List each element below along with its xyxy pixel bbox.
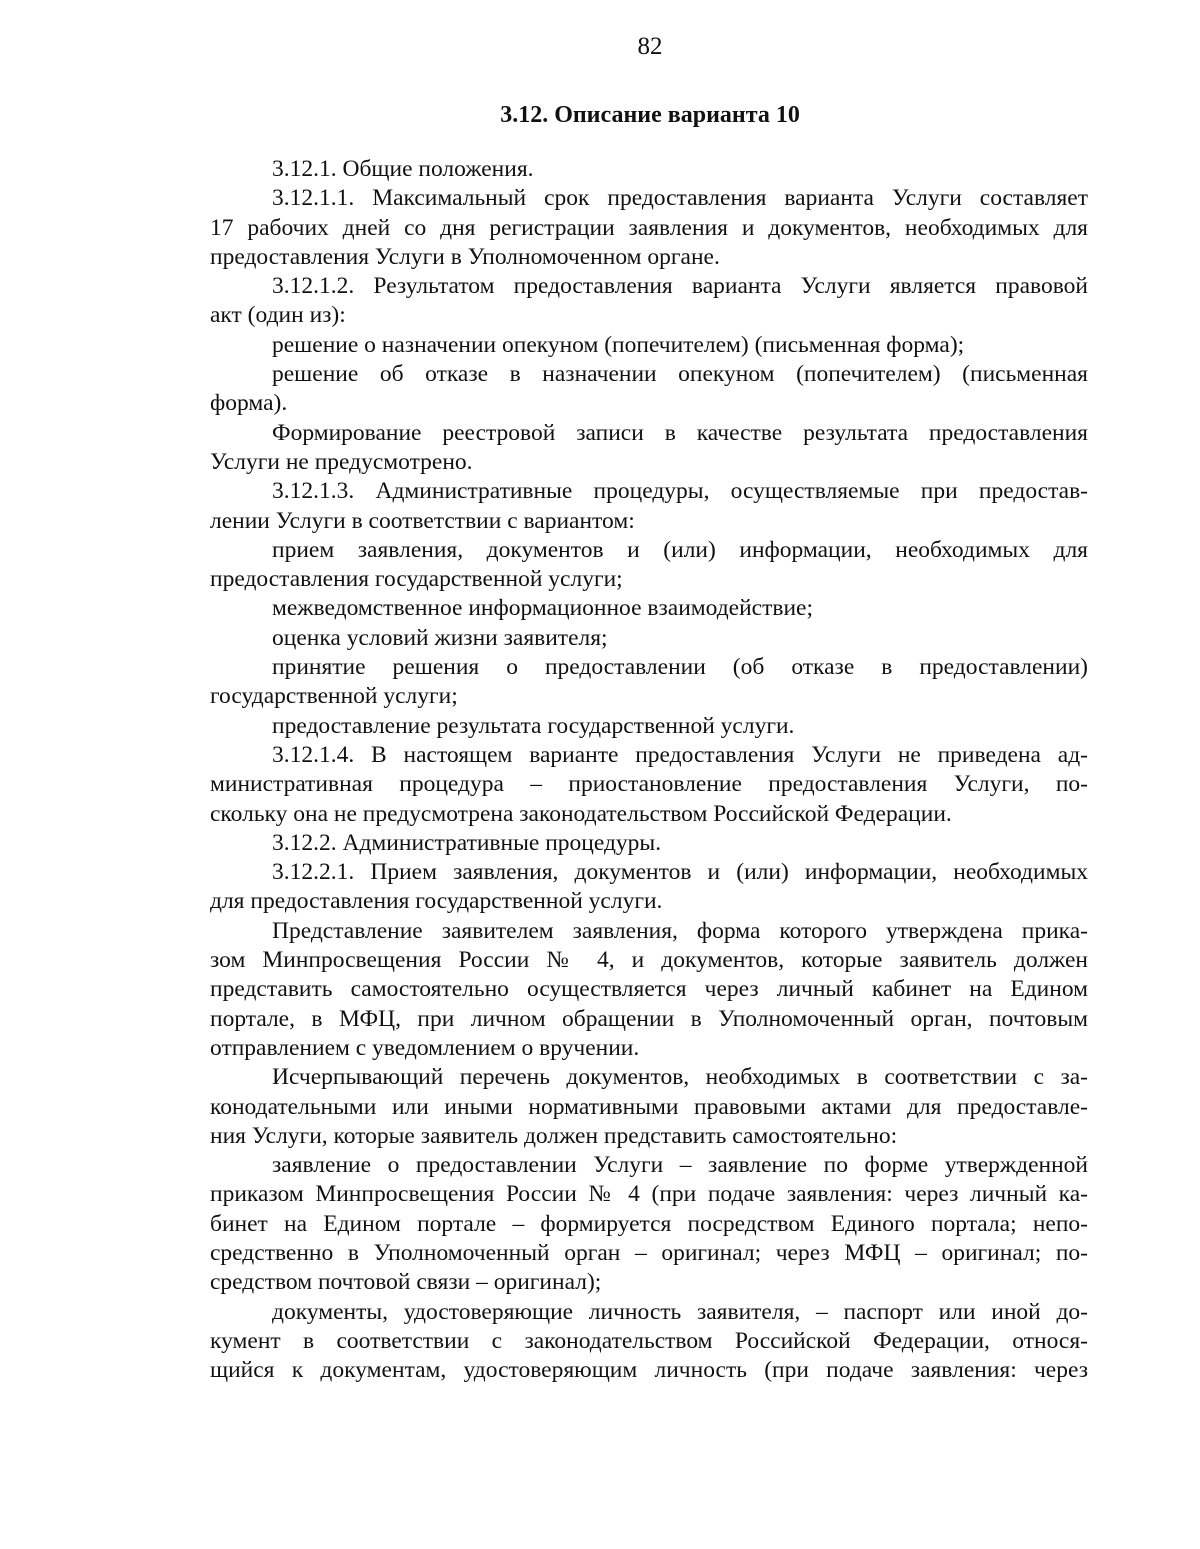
paragraph-line: 3.12.1. Общие положения. — [272, 156, 534, 182]
document-body — [210, 155, 1088, 1385]
paragraph-line: 3.12.1.4. В настоящем варианте предоставления Услуги не приведена ад- — [272, 741, 1088, 768]
paragraph-line: для предоставления государственной услуги. — [210, 888, 663, 915]
paragraph-line: заявление о предоставлении Услуги – заявление по форме утвержденной — [272, 1152, 1088, 1179]
paragraph — [210, 1298, 1088, 1386]
paragraph-line: решение об отказе в назначении опекуном (попечителем) (письменная — [272, 361, 1088, 388]
paragraph — [210, 331, 1088, 360]
paragraph-line: бинет на Едином портале – формируется посредством Единого портала; непо- — [210, 1210, 1088, 1237]
paragraph-line: документы, удостоверяющие личность заявителя, – паспорт или иной до- — [272, 1298, 1088, 1325]
paragraph — [210, 712, 1088, 741]
paragraph — [210, 624, 1088, 653]
paragraph-line: государственной услуги; — [210, 683, 458, 710]
paragraph — [210, 829, 1088, 858]
paragraph-line: зом Минпросвещения России № 4, и документов, которые заявитель должен — [210, 947, 1088, 974]
paragraph-line: лении Услуги в соответствии с вариантом: — [210, 507, 635, 534]
paragraph-line: 3.12.1.1. Максимальный срок предоставления варианта Услуги составляет — [272, 185, 1088, 212]
paragraph-line: кумент в соответствии с законодательством Российской Федерации, относя- — [210, 1327, 1088, 1354]
paragraph-line: предоставления Услуги в Уполномоченном органе. — [210, 243, 720, 270]
paragraph-line: принятие решения о предоставлении (об отказе в предоставлении) — [272, 654, 1088, 681]
paragraph-line: предоставление результата государственной услуги. — [272, 712, 795, 739]
paragraph — [210, 184, 1088, 272]
paragraph-line: форма). — [210, 390, 288, 417]
paragraph-line: ния Услуги, которые заявитель должен представить самостоятельно: — [210, 1122, 898, 1149]
paragraph — [210, 419, 1088, 478]
paragraph — [210, 155, 1088, 184]
paragraph-line: приказом Минпросвещения России № 4 (при подаче заявления: через личный ка- — [210, 1181, 1088, 1208]
paragraph-line: межведомственное информационное взаимодействие; — [272, 595, 814, 622]
paragraph — [210, 917, 1088, 1063]
paragraph-line: министративная процедура – приостановление предоставления Услуги, по- — [210, 771, 1088, 798]
paragraph — [210, 477, 1088, 536]
paragraph-line: 3.12.1.3. Административные процедуры, осуществляемые при предостав- — [272, 478, 1088, 505]
paragraph — [210, 1151, 1088, 1297]
paragraph-line: 3.12.2.1. Прием заявления, документов и (или) информации, необходимых — [272, 859, 1088, 886]
paragraph — [210, 536, 1088, 595]
paragraph-line: оценка условий жизни заявителя; — [272, 624, 608, 651]
paragraph-line: Исчерпывающий перечень документов, необходимых в соответствии с за- — [272, 1064, 1088, 1091]
section-title: 3.12. Описание варианта 10 — [500, 102, 800, 128]
page-number: 82 — [637, 33, 663, 60]
paragraph — [210, 653, 1088, 712]
paragraph-line: предоставления государственной услуги; — [210, 566, 623, 593]
paragraph-line: портале, в МФЦ, при личном обращении в Уполномоченный орган, почтовым — [210, 1005, 1088, 1032]
paragraph-line: Формирование реестровой записи в качестве результата предоставления — [272, 419, 1088, 446]
paragraph — [210, 741, 1088, 829]
paragraph-line: акт (один из): — [210, 302, 346, 329]
paragraph-line: щийся к документам, удостоверяющим личность (при подаче заявления: через — [210, 1357, 1088, 1384]
paragraph — [210, 858, 1088, 917]
paragraph — [210, 360, 1088, 419]
paragraph-line: средством почтовой связи – оригинал); — [210, 1269, 602, 1296]
paragraph-line: отправлением с уведомлением о вручении. — [210, 1034, 640, 1061]
paragraph-line: Услуги не предусмотрено. — [210, 448, 473, 475]
paragraph-line: 3.12.2. Административные процедуры. — [272, 829, 662, 856]
paragraph — [210, 594, 1088, 623]
paragraph — [210, 272, 1088, 331]
paragraph-line: представить самостоятельно осуществляется через личный кабинет на Едином — [210, 976, 1088, 1003]
paragraph-line: решение о назначении опекуном (попечителем) (письменная форма); — [272, 331, 965, 358]
paragraph-line: прием заявления, документов и (или) информации, необходимых для — [272, 536, 1088, 563]
paragraph-line: средственно в Уполномоченный орган – оригинал; через МФЦ – оригинал; по- — [210, 1239, 1088, 1266]
paragraph-line: 17 рабочих дней со дня регистрации заявления и документов, необходимых для — [210, 214, 1088, 241]
paragraph-line: скольку она не предусмотрена законодательством Российской Федерации. — [210, 800, 952, 827]
paragraph-line: Представление заявителем заявления, форма которого утверждена прика- — [272, 917, 1088, 944]
paragraph-line: 3.12.1.2. Результатом предоставления варианта Услуги является правовой — [272, 273, 1088, 300]
paragraph-line: конодательными или иными нормативными правовыми актами для предоставле- — [210, 1093, 1088, 1120]
paragraph — [210, 1063, 1088, 1151]
